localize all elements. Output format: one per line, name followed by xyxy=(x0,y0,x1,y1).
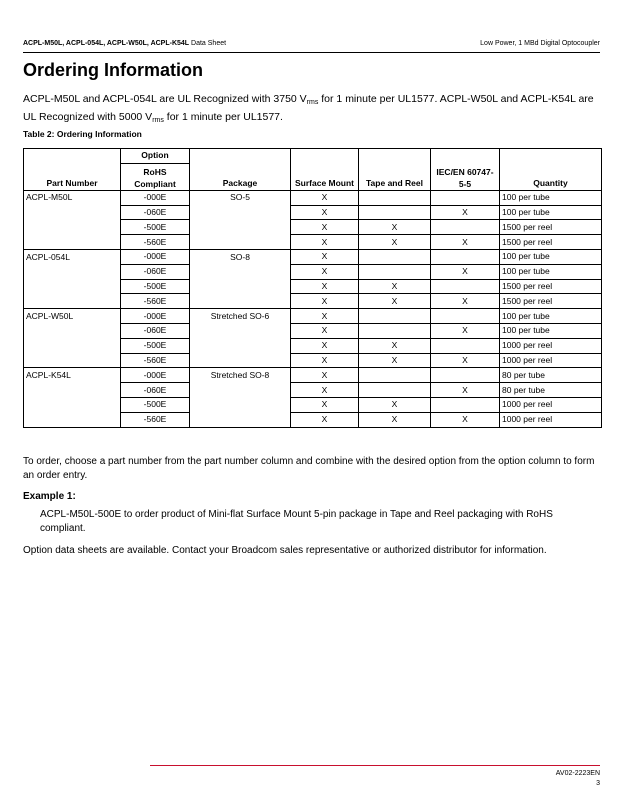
cell-surface-mount: X xyxy=(291,205,359,220)
cell-quantity: 1500 per reel xyxy=(500,235,602,250)
cell-surface-mount: X xyxy=(291,383,359,398)
cell-tape-reel xyxy=(359,205,431,220)
cell-quantity: 100 per tube xyxy=(500,205,602,220)
cell-option: -000E xyxy=(121,249,190,264)
cell-option: -500E xyxy=(121,279,190,294)
cell-option: -560E xyxy=(121,235,190,250)
cell-package: SO-5 xyxy=(190,190,291,205)
header-rohs: RoHS Compliant xyxy=(121,163,190,190)
footer-doc-id: AV02-2223EN xyxy=(555,770,600,777)
cell-part-number xyxy=(24,397,121,412)
cell-option: -500E xyxy=(121,397,190,412)
cell-quantity: 100 per tube xyxy=(500,309,602,324)
cell-option: -000E xyxy=(121,368,190,383)
cell-option: -060E xyxy=(121,205,190,220)
cell-iec: X xyxy=(431,323,500,338)
cell-quantity: 1000 per reel xyxy=(500,338,602,353)
cell-part-number xyxy=(24,412,121,427)
cell-quantity: 100 per tube xyxy=(500,249,602,264)
cell-package xyxy=(190,323,291,338)
intro-text-1: ACPL-M50L and ACPL-054L are UL Recognized with 3750 V xyxy=(23,93,307,105)
cell-quantity: 1000 per reel xyxy=(500,397,602,412)
cell-package: SO-8 xyxy=(190,249,291,264)
cell-surface-mount: X xyxy=(291,412,359,427)
cell-package xyxy=(190,338,291,353)
cell-tape-reel xyxy=(359,309,431,324)
cell-option: -000E xyxy=(121,309,190,324)
header-part-numbers: ACPL-M50L, ACPL-054L, ACPL-W50L, ACPL-K54L xyxy=(23,40,190,47)
cell-option: -560E xyxy=(121,353,190,368)
cell-surface-mount: X xyxy=(291,353,359,368)
cell-option: -500E xyxy=(121,338,190,353)
cell-tape-reel xyxy=(359,249,431,264)
cell-package xyxy=(190,383,291,398)
footer-rule xyxy=(150,765,600,766)
cell-tape-reel xyxy=(359,368,431,383)
cell-surface-mount: X xyxy=(291,190,359,205)
cell-iec: X xyxy=(431,412,500,427)
header-iec-top xyxy=(431,149,500,164)
cell-quantity: 1000 per reel xyxy=(500,353,602,368)
cell-surface-mount: X xyxy=(291,309,359,324)
cell-surface-mount: X xyxy=(291,235,359,250)
intro-text-2: for 1 minute per UL1577. ACPL-W50L and ACPL-K54L are UL Recognized with 5000 V xyxy=(23,93,594,123)
footer-page-number: 3 xyxy=(596,780,600,787)
cell-iec: X xyxy=(431,383,500,398)
cell-iec xyxy=(431,190,500,205)
header-part-number-top xyxy=(24,149,121,164)
cell-tape-reel xyxy=(359,323,431,338)
cell-iec xyxy=(431,368,500,383)
table-row xyxy=(24,412,602,427)
header-package-top xyxy=(190,149,291,164)
cell-tape-reel: X xyxy=(359,235,431,250)
table-row xyxy=(24,235,602,250)
header-option: Option xyxy=(121,149,190,164)
table-row xyxy=(24,220,602,235)
table-row xyxy=(24,383,602,398)
table-row xyxy=(24,205,602,220)
cell-tape-reel: X xyxy=(359,279,431,294)
example-text: ACPL-M50L-500E to order product of Mini-flat Surface Mount 5-pin package in Tape and Reel packaging with RoHS compliant. xyxy=(40,509,553,534)
cell-package xyxy=(190,353,291,368)
cell-surface-mount: X xyxy=(291,397,359,412)
cell-iec xyxy=(431,309,500,324)
ordering-table xyxy=(23,148,602,428)
cell-package xyxy=(190,279,291,294)
cell-quantity: 1500 per reel xyxy=(500,220,602,235)
table-row xyxy=(24,190,602,205)
cell-iec: X xyxy=(431,294,500,309)
table-row xyxy=(24,264,602,279)
header-quantity-top xyxy=(500,149,602,164)
table-row xyxy=(24,279,602,294)
table-row xyxy=(24,294,602,309)
cell-iec xyxy=(431,220,500,235)
header-quantity: Quantity xyxy=(500,163,602,190)
cell-surface-mount: X xyxy=(291,368,359,383)
cell-part-number xyxy=(24,235,121,250)
header-doc-type: Data Sheet xyxy=(191,40,227,47)
cell-part-number xyxy=(24,383,121,398)
cell-option: -060E xyxy=(121,383,190,398)
table-row xyxy=(24,368,602,383)
cell-quantity: 1000 per reel xyxy=(500,412,602,427)
cell-quantity: 1500 per reel xyxy=(500,279,602,294)
table-row xyxy=(24,338,602,353)
example-heading: Example 1: xyxy=(23,491,76,502)
cell-surface-mount: X xyxy=(291,264,359,279)
header-rule xyxy=(23,52,600,53)
cell-package: Stretched SO-8 xyxy=(190,368,291,383)
header-tape-reel: Tape and Reel xyxy=(359,163,431,190)
cell-iec: X xyxy=(431,235,500,250)
cell-quantity: 1500 per reel xyxy=(500,294,602,309)
cell-surface-mount: X xyxy=(291,279,359,294)
header-iec: IEC/EN 60747-5-5 xyxy=(431,163,500,190)
cell-surface-mount: X xyxy=(291,220,359,235)
cell-option: -500E xyxy=(121,220,190,235)
table-row xyxy=(24,249,602,264)
cell-tape-reel: X xyxy=(359,294,431,309)
header-right: Low Power, 1 MBd Digital Optocoupler xyxy=(480,40,600,47)
cell-option: -000E xyxy=(121,190,190,205)
cell-package xyxy=(190,220,291,235)
order-instructions: To order, choose a part number from the part number column and combine with the desired option from the option column to form an order entry. xyxy=(23,456,595,481)
cell-option: -560E xyxy=(121,412,190,427)
cell-option: -060E xyxy=(121,323,190,338)
cell-surface-mount: X xyxy=(291,323,359,338)
cell-part-number xyxy=(24,264,121,279)
cell-quantity: 80 per tube xyxy=(500,383,602,398)
cell-tape-reel: X xyxy=(359,338,431,353)
table-row xyxy=(24,323,602,338)
cell-part-number: ACPL-M50L xyxy=(24,190,121,205)
table-row xyxy=(24,353,602,368)
cell-tape-reel: X xyxy=(359,220,431,235)
cell-part-number xyxy=(24,205,121,220)
table-row xyxy=(24,309,602,324)
cell-quantity: 100 per tube xyxy=(500,264,602,279)
cell-quantity: 100 per tube xyxy=(500,323,602,338)
cell-part-number xyxy=(24,353,121,368)
header-surface-mount: Surface Mount xyxy=(291,163,359,190)
header-package: Package xyxy=(190,163,291,190)
cell-part-number: ACPL-K54L xyxy=(24,368,121,383)
cell-part-number xyxy=(24,279,121,294)
table-caption: Table 2: Ordering Information xyxy=(23,129,142,139)
closing-paragraph: Option data sheets are available. Contact your Broadcom sales representative or authorized distributor for information. xyxy=(23,545,547,556)
cell-package xyxy=(190,294,291,309)
table-row xyxy=(24,397,602,412)
cell-iec xyxy=(431,279,500,294)
header-left xyxy=(23,40,226,47)
cell-iec xyxy=(431,249,500,264)
cell-tape-reel xyxy=(359,190,431,205)
cell-tape-reel: X xyxy=(359,397,431,412)
intro-sub-1: rms xyxy=(306,99,319,106)
cell-surface-mount: X xyxy=(291,338,359,353)
intro-text-3: for 1 minute per UL1577. xyxy=(163,111,283,123)
cell-part-number xyxy=(24,338,121,353)
cell-package: Stretched SO-6 xyxy=(190,309,291,324)
cell-tape-reel: X xyxy=(359,353,431,368)
cell-iec: X xyxy=(431,353,500,368)
cell-option: -060E xyxy=(121,264,190,279)
cell-part-number: ACPL-054L xyxy=(24,249,121,264)
cell-package xyxy=(190,397,291,412)
cell-package xyxy=(190,264,291,279)
cell-quantity: 80 per tube xyxy=(500,368,602,383)
cell-tape-reel: X xyxy=(359,412,431,427)
cell-tape-reel xyxy=(359,264,431,279)
page-title: Ordering Information xyxy=(23,60,203,80)
cell-iec: X xyxy=(431,205,500,220)
header-part-number: Part Number xyxy=(24,163,121,190)
header-tape-reel-top xyxy=(359,149,431,164)
cell-iec xyxy=(431,338,500,353)
cell-package xyxy=(190,205,291,220)
header-surface-mount-top xyxy=(291,149,359,164)
cell-surface-mount: X xyxy=(291,294,359,309)
cell-iec xyxy=(431,397,500,412)
cell-tape-reel xyxy=(359,383,431,398)
cell-package xyxy=(190,412,291,427)
cell-part-number xyxy=(24,294,121,309)
cell-part-number: ACPL-W50L xyxy=(24,309,121,324)
cell-part-number xyxy=(24,323,121,338)
cell-surface-mount: X xyxy=(291,249,359,264)
intro-sub-2: rms xyxy=(152,117,164,124)
cell-part-number xyxy=(24,220,121,235)
cell-option: -560E xyxy=(121,294,190,309)
intro-paragraph xyxy=(23,92,603,128)
cell-quantity: 100 per tube xyxy=(500,190,602,205)
cell-iec: X xyxy=(431,264,500,279)
cell-package xyxy=(190,235,291,250)
